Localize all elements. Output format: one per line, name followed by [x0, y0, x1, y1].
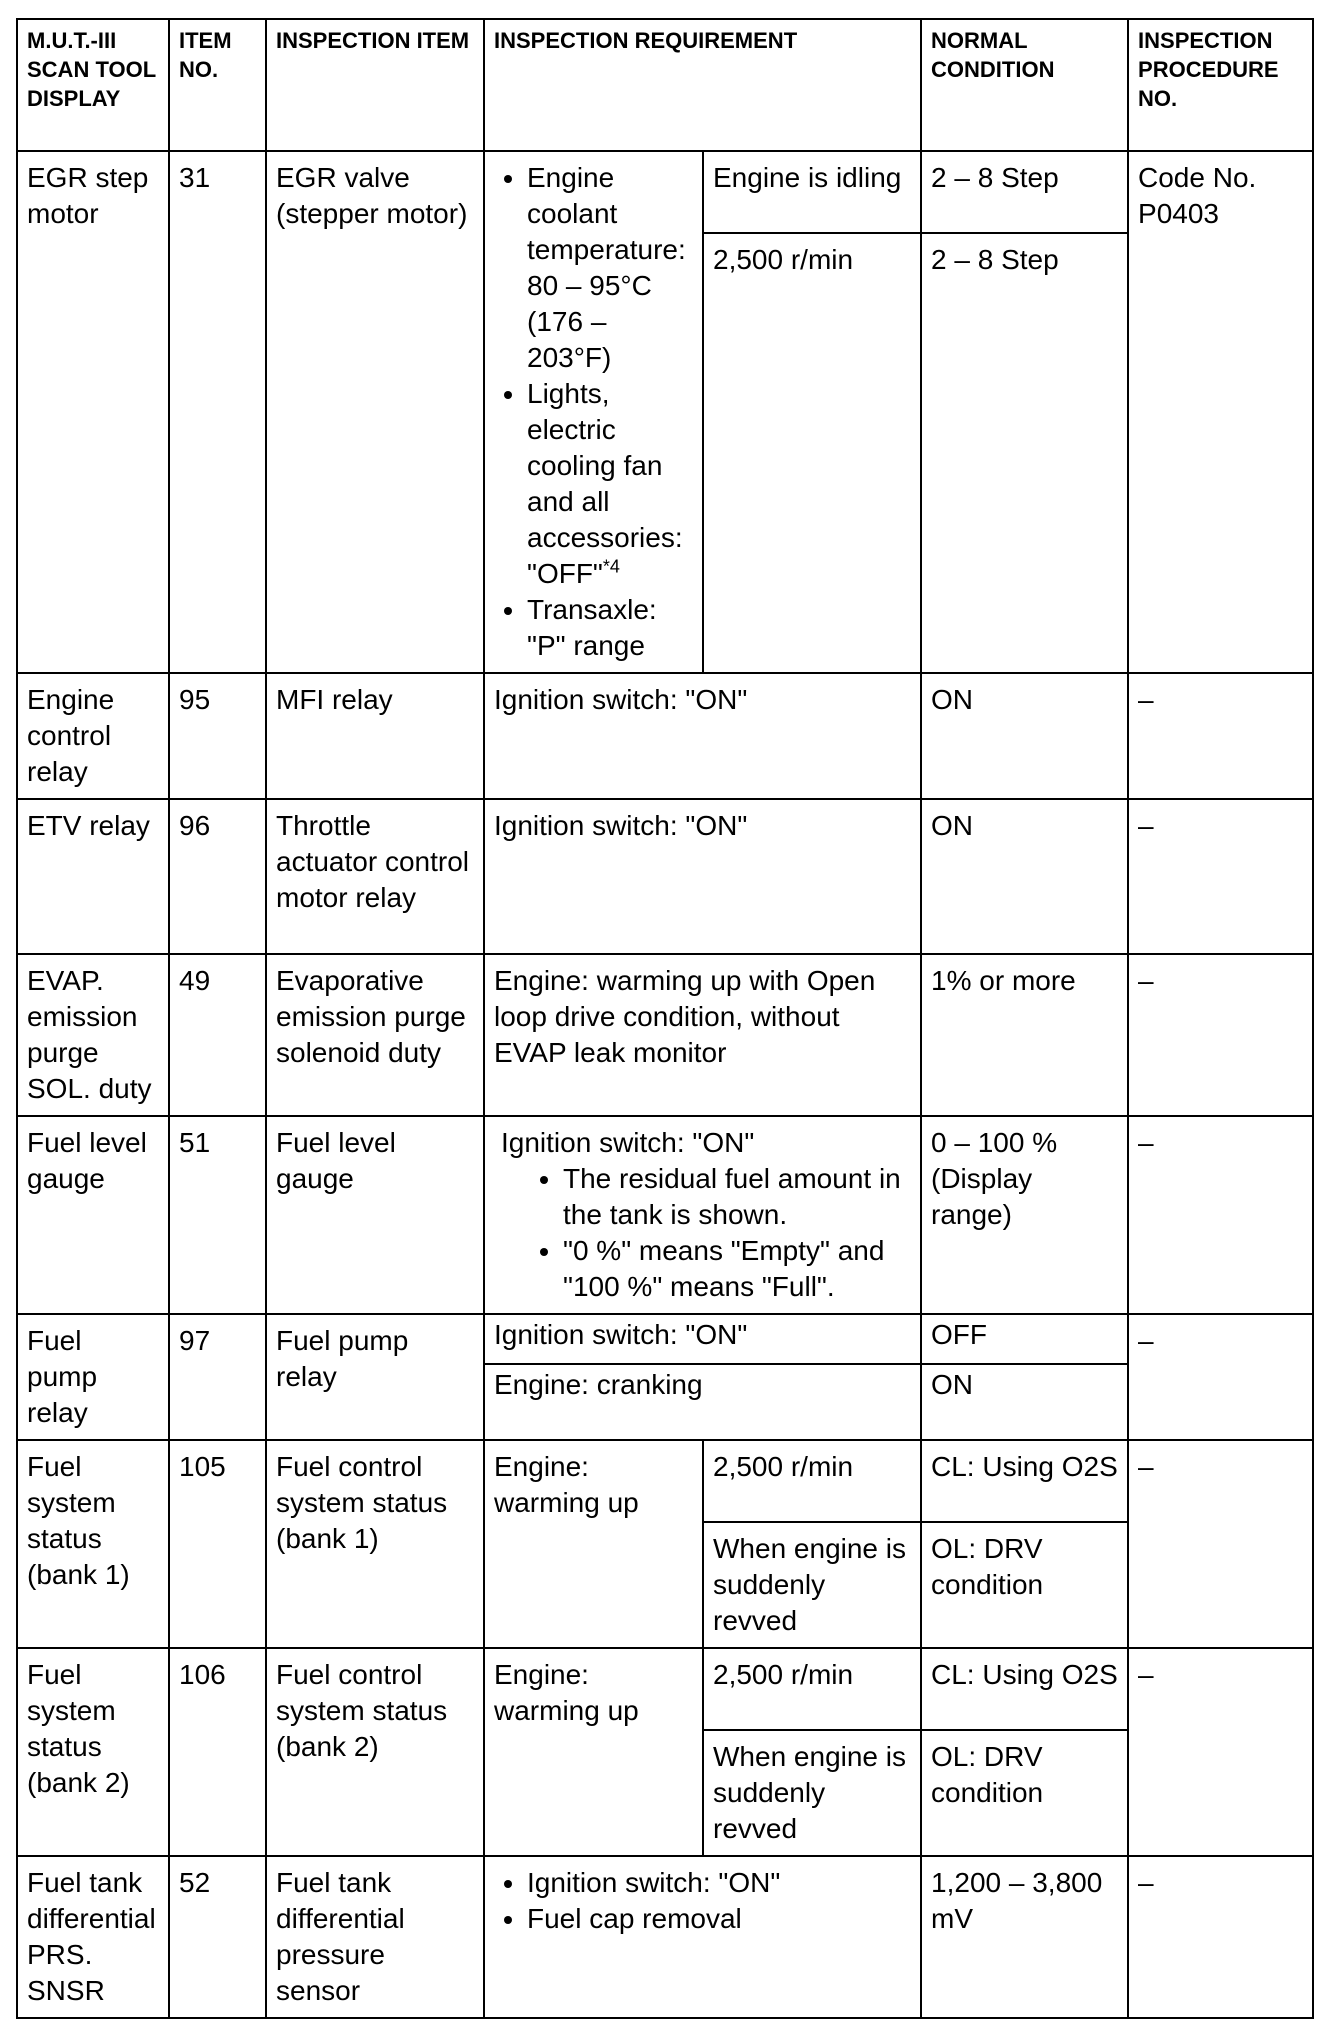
cell-item-no: 51	[169, 1116, 266, 1314]
cell-inspection-item: Throttle actuator control motor relay	[266, 799, 484, 954]
cell-scan-display: Fuel tank differential PRS. SNSR	[17, 1856, 169, 2018]
header-scan-tool-display: M.U.T.-III SCAN TOOL DISPLAY	[17, 19, 169, 151]
cell-normal-condition: OL: DRV condition	[921, 1730, 1128, 1856]
table-row-egr-step-motor	[17, 151, 1313, 233]
cell-inspection-requirement	[484, 1856, 921, 2018]
cell-inspection-item: MFI relay	[266, 673, 484, 799]
requirement-bullet: • Fuel cap removal	[527, 1901, 911, 1937]
cell-inspection-item: Fuel level gauge	[266, 1116, 484, 1314]
cell-inspection-requirement: Ignition switch: "ON"	[484, 673, 921, 799]
cell-procedure-no: –	[1128, 1440, 1313, 1648]
cell-scan-display: Engine control relay	[17, 673, 169, 799]
cell-inspection-item: EGR valve (stepper motor)	[266, 151, 484, 673]
cell-procedure-no: –	[1128, 1116, 1313, 1314]
cell-inspection-requirement: Ignition switch: "ON"	[484, 799, 921, 954]
cell-normal-condition: 1,200 – 3,800 mV	[921, 1856, 1128, 2018]
requirement-bullet	[527, 376, 693, 592]
cell-procedure-no: –	[1128, 1648, 1313, 1856]
cell-procedure-no: –	[1128, 799, 1313, 954]
cell-inspection-requirement: Engine: warming up	[484, 1440, 703, 1648]
cell-normal-condition: 0 – 100 % (Display range)	[921, 1116, 1128, 1314]
cell-item-no: 96	[169, 799, 266, 954]
cell-sub-condition: 2,500 r/min	[703, 1440, 921, 1522]
cell-normal-condition: 2 – 8 Step	[921, 151, 1128, 233]
cell-normal-condition: 1% or more	[921, 954, 1128, 1116]
inspection-table	[16, 18, 1314, 2019]
requirement-list	[501, 1161, 911, 1305]
cell-scan-display: Fuel level gauge	[17, 1116, 169, 1314]
requirement-bullet: • Transaxle: "P" range	[527, 592, 693, 664]
table-row-fuel-system-bank2	[17, 1648, 1313, 1730]
cell-inspection-requirement	[484, 1116, 921, 1314]
cell-scan-display: Fuel pump relay	[17, 1314, 169, 1440]
cell-normal-condition: ON	[921, 799, 1128, 954]
cell-procedure-no: –	[1128, 673, 1313, 799]
header-inspection-procedure-no: INSPECTION PROCEDURE NO.	[1128, 19, 1313, 151]
requirement-bullet: • The residual fuel amount in the tank is shown.	[563, 1161, 911, 1233]
cell-normal-condition: OFF	[921, 1314, 1128, 1364]
cell-procedure-no: –	[1128, 1314, 1313, 1440]
cell-inspection-item: Fuel pump relay	[266, 1314, 484, 1440]
cell-sub-condition: 2,500 r/min	[703, 233, 921, 673]
cell-sub-condition: When engine is suddenly revved	[703, 1522, 921, 1648]
requirement-bullet: • Ignition switch: "ON"	[527, 1865, 911, 1901]
cell-inspection-item: Fuel control system status (bank 2)	[266, 1648, 484, 1856]
requirement-list	[489, 1865, 911, 1937]
table-row-fuel-level-gauge	[17, 1116, 1313, 1314]
cell-sub-condition: When engine is suddenly revved	[703, 1730, 921, 1856]
header-inspection-requirement: INSPECTION REQUIREMENT	[484, 19, 921, 151]
cell-sub-condition: Engine is idling	[703, 151, 921, 233]
cell-procedure-no: Code No. P0403	[1128, 151, 1313, 673]
cell-sub-condition: 2,500 r/min	[703, 1648, 921, 1730]
cell-item-no: 95	[169, 673, 266, 799]
header-normal-condition: NORMAL CONDITION	[921, 19, 1128, 151]
header-row	[17, 19, 1313, 151]
table-row-evap-purge	[17, 954, 1313, 1116]
requirement-list	[489, 160, 693, 664]
requirement-bullet: • "0 %" means "Empty" and "100 %" means "Full".	[563, 1233, 911, 1305]
cell-procedure-no: –	[1128, 954, 1313, 1116]
cell-inspection-requirement: Engine: warming up	[484, 1648, 703, 1856]
requirement-text: Ignition switch: "ON"	[501, 1127, 755, 1158]
cell-item-no: 52	[169, 1856, 266, 2018]
header-inspection-item: INSPECTION ITEM	[266, 19, 484, 151]
header-item-no: ITEM NO.	[169, 19, 266, 151]
cell-inspection-requirement: Engine: warming up with Open loop drive condition, without EVAP leak monitor	[484, 954, 921, 1116]
cell-item-no: 31	[169, 151, 266, 673]
cell-inspection-requirement: Engine: cranking	[484, 1364, 921, 1440]
cell-normal-condition: 2 – 8 Step	[921, 233, 1128, 673]
table-row-fuel-pump-relay	[17, 1314, 1313, 1364]
cell-normal-condition: OL: DRV condition	[921, 1522, 1128, 1648]
cell-item-no: 49	[169, 954, 266, 1116]
cell-scan-display: ETV relay	[17, 799, 169, 954]
table-row-etv-relay	[17, 799, 1313, 954]
cell-inspection-item: Evaporative emission purge solenoid duty	[266, 954, 484, 1116]
cell-inspection-item: Fuel tank differential pressure sensor	[266, 1856, 484, 2018]
cell-scan-display: Fuel system status (bank 2)	[17, 1648, 169, 1856]
cell-scan-display: EVAP. emission purge SOL. duty	[17, 954, 169, 1116]
cell-item-no: 105	[169, 1440, 266, 1648]
cell-procedure-no: –	[1128, 1856, 1313, 2018]
cell-normal-condition: ON	[921, 673, 1128, 799]
requirement-text: Lights, electric cooling fan and all accessories: "OFF"	[527, 378, 683, 589]
footnote-mark: *4	[602, 556, 620, 577]
requirement-bullet: • Engine coolant temperature: 80 – 95°C (176 – 203°F)	[527, 160, 693, 376]
cell-scan-display: EGR step motor	[17, 151, 169, 673]
cell-item-no: 106	[169, 1648, 266, 1856]
cell-item-no: 97	[169, 1314, 266, 1440]
cell-normal-condition: CL: Using O2S	[921, 1440, 1128, 1522]
table-row-fuel-tank-differential	[17, 1856, 1313, 2018]
cell-inspection-item: Fuel control system status (bank 1)	[266, 1440, 484, 1648]
cell-normal-condition: ON	[921, 1364, 1128, 1440]
cell-inspection-requirement	[484, 151, 703, 673]
table-row-fuel-system-bank1	[17, 1440, 1313, 1522]
cell-normal-condition: CL: Using O2S	[921, 1648, 1128, 1730]
table-row-engine-control-relay	[17, 673, 1313, 799]
cell-inspection-requirement: Ignition switch: "ON"	[484, 1314, 921, 1364]
cell-scan-display: Fuel system status (bank 1)	[17, 1440, 169, 1648]
